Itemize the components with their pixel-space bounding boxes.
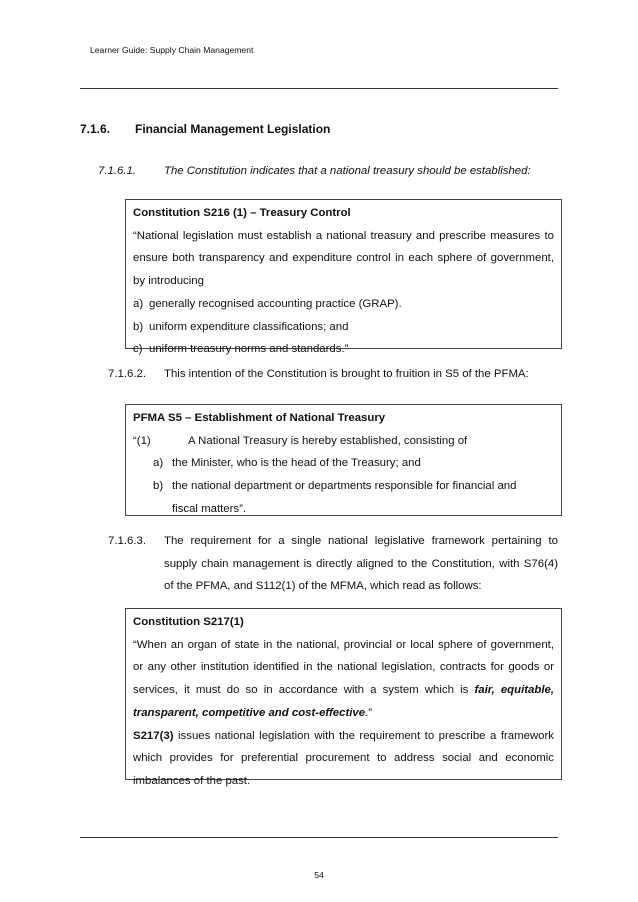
box-paragraph (133, 634, 554, 725)
running-header: Learner Guide: Supply Chain Management (90, 45, 254, 55)
list-label: b) (133, 320, 144, 333)
footer-rule (80, 837, 558, 838)
paragraph-text: .” (365, 706, 373, 719)
list-item (133, 316, 554, 339)
list-label: b) (153, 480, 164, 493)
subsection-7-1-6-3 (108, 530, 558, 598)
list-item (133, 338, 554, 361)
box-intro: “National legislation must establish a national treasury and prescribe measures to ensure both transparency and expenditure control in each sphere of government, by introducing (133, 229, 554, 288)
constitution-s217-box (125, 608, 562, 787)
subsection-7-1-6-2 (108, 363, 560, 386)
list-item (133, 452, 554, 475)
clause-text: A National Treasury is hereby established, consisting of (188, 434, 468, 447)
subsection-number: 7.1.6.3. (108, 535, 146, 547)
list-label: c) (133, 343, 143, 356)
clause (133, 430, 554, 453)
emphasis-text: fair, equitable, transparent, competitive and cost-effective (133, 684, 555, 719)
section-title: Financial Management Legislation (135, 122, 331, 136)
subsection-text: The Constitution indicates that a national treasury should be established: (164, 165, 531, 177)
list-label: a) (153, 457, 164, 470)
treasury-control-box (125, 199, 562, 356)
header-rule (80, 88, 558, 89)
list-text: the national department or departments responsible for financial and fiscal matters”. (172, 480, 517, 515)
box-title: PFMA S5 – Establishment of National Treasury (133, 412, 386, 424)
subsection-text: The requirement for a single national legislative framework pertaining to supply chain management is directly aligned to the Constitution, with S76(4) of the PFMA, and S112(1) of the MFMA, which read as follows: (164, 535, 558, 593)
list-text: uniform treasury norms and standards.” (149, 343, 349, 356)
list-text: the Minister, who is the head of the Treasury; and (172, 457, 421, 470)
subsection-7-1-6-1 (98, 160, 560, 183)
list-item (133, 475, 554, 520)
national-treasury-box (125, 404, 562, 516)
clause-label: “(1) (133, 434, 151, 447)
paragraph-text: “When an organ of state in the national, provincial or local sphere of government, or any other institution identified in the national legislation, contracts for goods or services, it must do so in accordance with a system which is (133, 638, 554, 697)
list-text: uniform expenditure classifications; and (149, 320, 349, 333)
subsection-text: This intention of the Constitution is brought to fruition in S5 of the PFMA: (164, 368, 529, 380)
list-text: generally recognised accounting practice (GRAP). (149, 297, 402, 310)
section-number: 7.1.6. (80, 122, 111, 136)
clause-reference: S217(3) (133, 729, 174, 742)
section-heading (80, 122, 330, 136)
paragraph-text: issues national legislation with the requirement to prescribe a framework which provides for preferential procurement to address social and economic imbalances of the past. (133, 729, 554, 787)
list-item (133, 293, 554, 316)
subsection-number: 7.1.6.1. (98, 165, 136, 177)
box-title: Constitution S216 (1) – Treasury Control (133, 207, 351, 219)
box-paragraph (133, 725, 554, 793)
page-number: 54 (314, 870, 324, 880)
list-label: a) (133, 297, 144, 310)
subsection-number: 7.1.6.2. (108, 368, 146, 380)
box-title: Constitution S217(1) (133, 616, 244, 628)
